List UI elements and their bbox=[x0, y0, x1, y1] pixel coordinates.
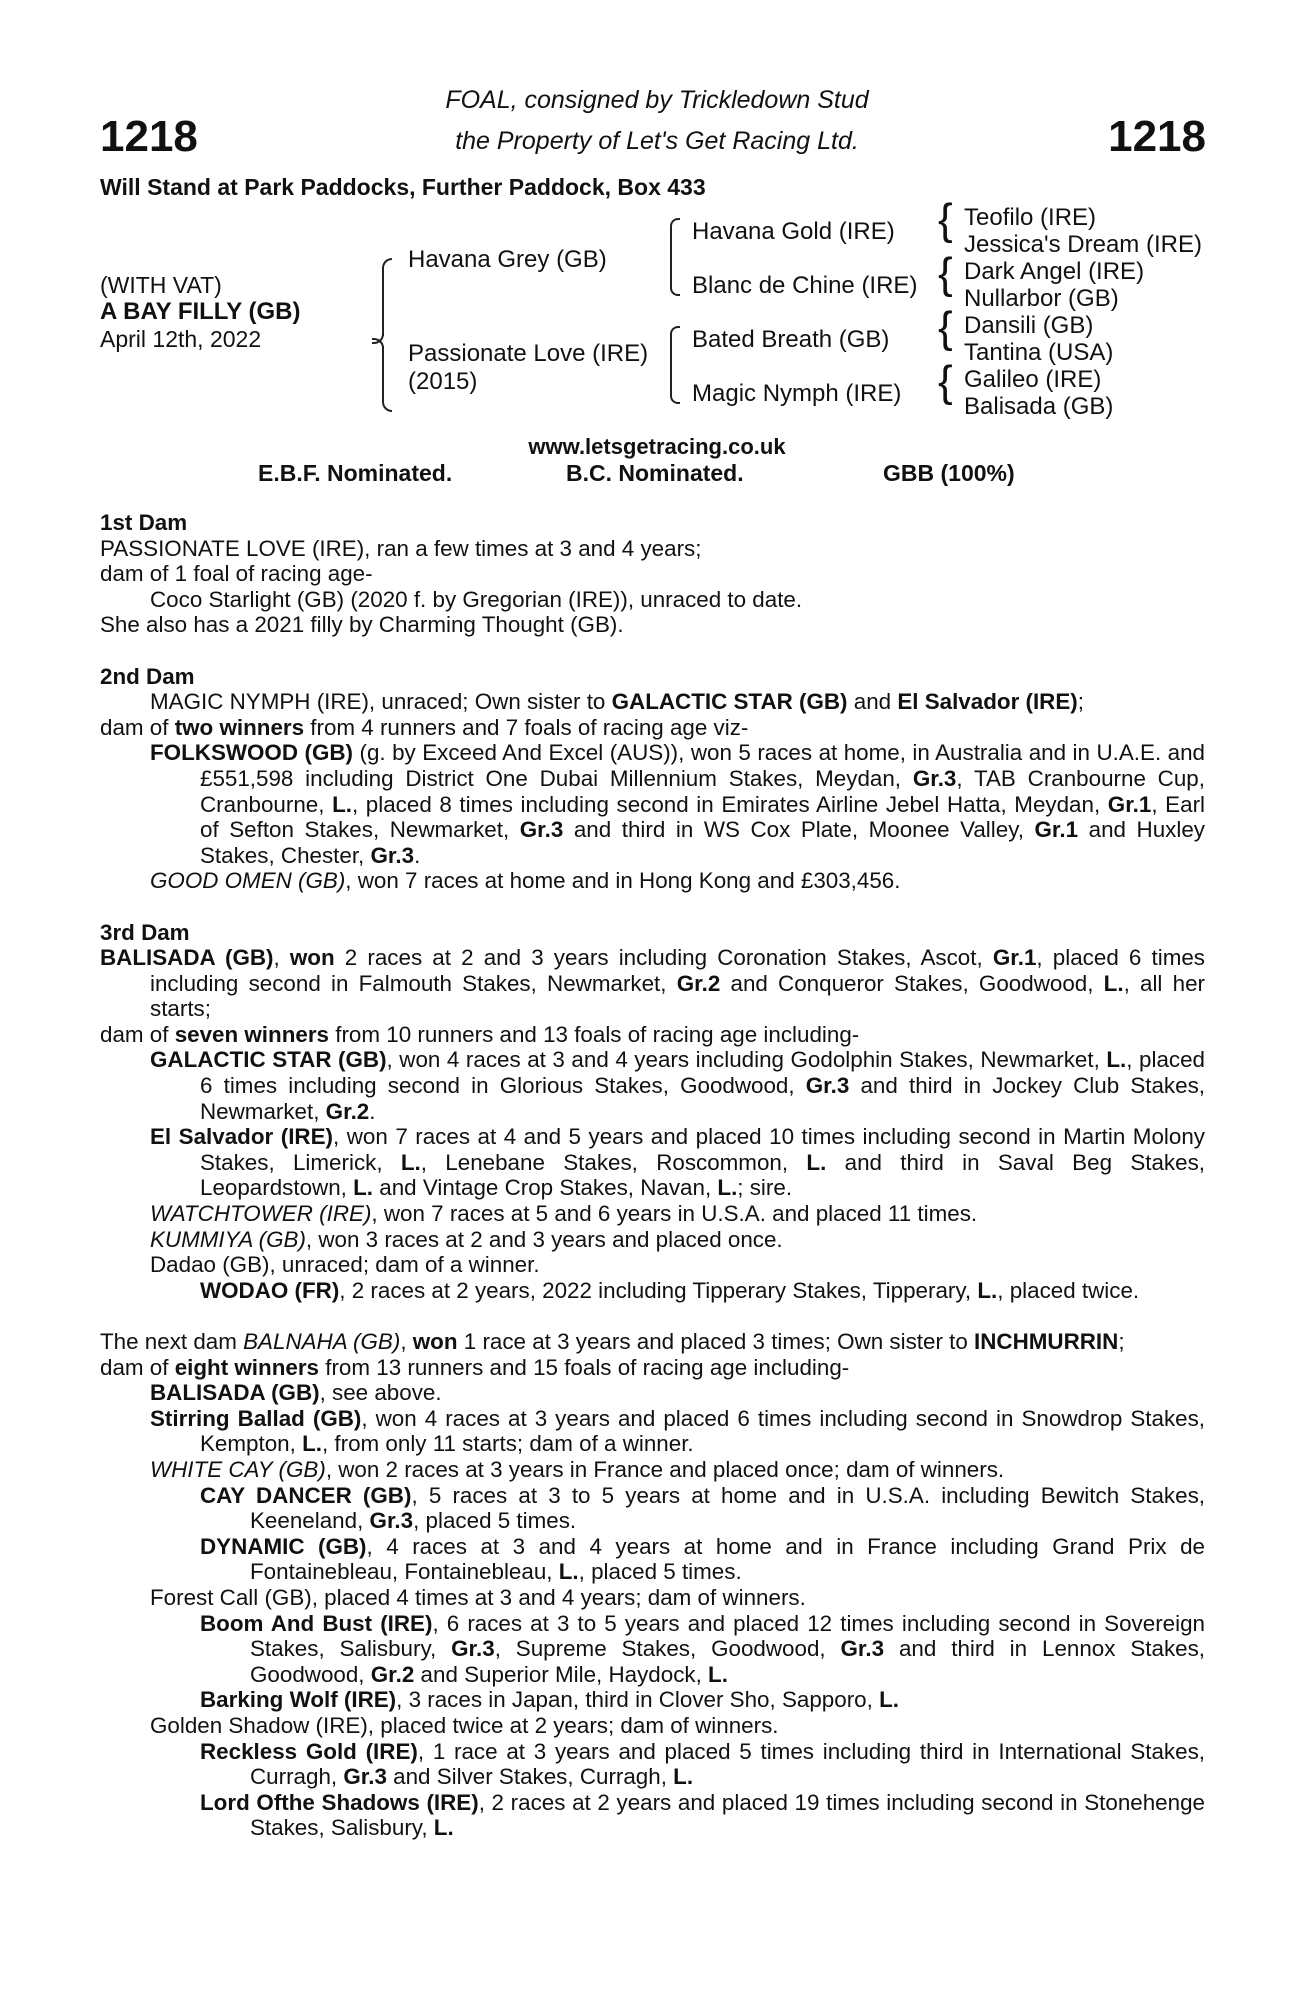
g3-2: Jessica's Dream (IRE) bbox=[964, 231, 1202, 258]
brace-g3-4: { bbox=[938, 357, 953, 406]
property-line: the Property of Let's Get Racing Ltd. bbox=[455, 127, 859, 155]
g3-5: Dansili (GB) bbox=[964, 312, 1094, 339]
third-dam-record: dam of seven winners from 10 runners and 13 foals of racing age including- bbox=[100, 1021, 860, 1047]
sire: Havana Grey (GB) bbox=[408, 246, 607, 273]
produce-folkswood: FOLKSWOOD (GB) (g. by Exceed And Excel (AUS)), won 5 races at home, in Australia and in U.A.E. and £551,598 including District One Dubai Millennium Stakes, Meydan, Gr.3, TAB Cranbourne Cup, Cranbourne, L., placed 8 times including second in Emirates Airline Jebel Hatta, Meydan, Gr.1, Earl of Sefton Stakes, Newmarket, Gr.3 and third in WS Cox Plate, Moonee Valley, Gr.1 and Huxley Stakes, Chester, Gr.3. bbox=[150, 740, 1206, 868]
produce-good-omen: GOOD OMEN (GB), won 7 races at home and in Hong Kong and £303,456. bbox=[150, 868, 901, 894]
brace-sire-top bbox=[670, 218, 680, 256]
g3-1: Teofilo (IRE) bbox=[964, 204, 1097, 231]
g3-7: Galileo (IRE) bbox=[964, 366, 1102, 393]
lot-number-right: 1218 bbox=[1108, 112, 1206, 161]
next-dam-record: dam of eight winners from 13 runners and 15 foals of racing age including- bbox=[100, 1354, 850, 1380]
produce-white-cay: WHITE CAY (GB), won 2 races at 3 years in France and placed once; dam of winners. bbox=[150, 1456, 1005, 1482]
gbb-status: GBB (100%) bbox=[883, 460, 1015, 486]
bc-nomination: B.C. Nominated. bbox=[566, 460, 744, 486]
produce-watchtower: WATCHTOWER (IRE), won 7 races at 5 and 6 years in U.S.A. and placed 11 times. bbox=[150, 1201, 978, 1227]
produce-kummiya: KUMMIYA (GB), won 3 races at 2 and 3 years and placed once. bbox=[150, 1226, 783, 1252]
produce-reckless-gold: Reckless Gold (IRE), 1 race at 3 years and placed 5 times including third in International Stakes, Curragh, Gr.3 and Silver Stakes, Curragh, L. bbox=[200, 1738, 1205, 1790]
brace-sire-bottom bbox=[670, 256, 680, 296]
produce-stirring-ballad: Stirring Ballad (GB), won 4 races at 3 years and placed 6 times including second in Snowdrop Stakes, Kempton, L., from only 11 starts; dam of a winner. bbox=[150, 1405, 1206, 1457]
produce-dadao: Dadao (GB), unraced; dam of a winner. bbox=[150, 1252, 540, 1278]
produce-forest-call: Forest Call (GB), placed 4 times at 3 and 4 years; dam of winners. bbox=[150, 1584, 806, 1610]
foaling-date: April 12th, 2022 bbox=[100, 326, 262, 352]
produce-golden-shadow: Golden Shadow (IRE), placed twice at 2 years; dam of winners. bbox=[150, 1712, 779, 1738]
produce-galactic-star: GALACTIC STAR (GB), won 4 races at 3 and 4 years including Godolphin Stakes, Newmarket, L., placed 6 times including second in Glorious Stakes, Goodwood, Gr.3 and third in Jockey Club Stakes, Newmarket, Gr.2. bbox=[150, 1047, 1205, 1124]
second-dam-heading: 2nd Dam bbox=[100, 663, 195, 689]
produce-el-salvador: El Salvador (IRE), won 7 races at 4 and 5 years and placed 10 times including second in Martin Molony Stakes, Limerick, L., Lenebane Stakes, Roscommon, L. and third in Saval Beg Stakes, Leopardstown, L. and Vintage Crop Stakes, Navan, L.; sire. bbox=[150, 1124, 1206, 1201]
first-dam-note: She also has a 2021 filly by Charming Thought (GB). bbox=[100, 612, 624, 638]
first-dam-foals: dam of 1 foal of racing age- bbox=[100, 561, 373, 587]
sire-sire: Havana Gold (IRE) bbox=[692, 218, 895, 245]
horse-name: A BAY FILLY (GB) bbox=[100, 298, 301, 325]
produce-wodao: WODAO (FR), 2 races at 2 years, 2022 including Tipperary Stakes, Tipperary, L., placed twice. bbox=[200, 1277, 1140, 1303]
brace-g3-2: { bbox=[938, 249, 953, 298]
brace-dam-bottom bbox=[670, 364, 680, 404]
first-dam-line: PASSIONATE LOVE (IRE), ran a few times at 3 and 4 years; bbox=[100, 535, 702, 561]
brace-bottom bbox=[382, 346, 392, 412]
first-dam-heading: 1st Dam bbox=[100, 510, 188, 535]
stand-info: Will Stand at Park Paddocks, Further Paddock, Box 433 bbox=[100, 174, 706, 200]
g3-4: Nullarbor (GB) bbox=[964, 285, 1119, 312]
sire-dam: Blanc de Chine (IRE) bbox=[692, 272, 918, 299]
g3-8: Balisada (GB) bbox=[964, 393, 1114, 420]
second-dam-record: dam of two winners from 4 runners and 7 foals of racing age viz- bbox=[100, 714, 749, 740]
g3-3: Dark Angel (IRE) bbox=[964, 258, 1145, 285]
third-dam-line: BALISADA (GB), won 2 races at 2 and 3 years including Coronation Stakes, Ascot, Gr.1, placed 6 times including second in Falmouth Stakes, Newmarket, Gr.2 and Conqueror Stakes, Goodwood, L., all her starts; bbox=[100, 945, 1205, 1022]
next-dam-line: The next dam BALNAHA (GB), won 1 race at 3 years and placed 3 times; Own sister to INCHMURRIN; bbox=[100, 1329, 1125, 1354]
catalogue-body bbox=[100, 510, 1205, 1841]
brace-g3-3: { bbox=[938, 303, 953, 352]
produce-barking-wolf: Barking Wolf (IRE), 3 races in Japan, third in Clover Sho, Sapporo, L. bbox=[200, 1687, 899, 1713]
vat-label: (WITH VAT) bbox=[100, 272, 222, 298]
brace-top bbox=[382, 258, 392, 336]
brace-dam-top bbox=[670, 326, 680, 364]
third-dam-heading: 3rd Dam bbox=[100, 919, 190, 945]
website: www.letsgetracing.co.uk bbox=[528, 434, 786, 459]
produce-cay-dancer: CAY DANCER (GB), 5 races at 3 to 5 years at home and in U.S.A. including Bewitch Stakes, Keeneland, Gr.3, placed 5 times. bbox=[200, 1482, 1205, 1534]
lot-number-left: 1218 bbox=[100, 112, 198, 161]
produce-lord-ofthe-shadows: Lord Ofthe Shadows (IRE), 2 races at 2 years and placed 19 times including second in Stonehenge Stakes, Salisbury, L. bbox=[200, 1789, 1205, 1841]
brace-g3-1: { bbox=[938, 195, 953, 244]
dam: Passionate Love (IRE) bbox=[408, 340, 649, 367]
dam-dam: Magic Nymph (IRE) bbox=[692, 380, 902, 407]
consignor-line: FOAL, consigned by Trickledown Stud bbox=[445, 86, 869, 114]
ebf-nomination: E.B.F. Nominated. bbox=[258, 460, 453, 486]
g3-6: Tantina (USA) bbox=[964, 339, 1114, 366]
first-dam-produce: Coco Starlight (GB) (2020 f. by Gregorian (IRE)), unraced to date. bbox=[150, 586, 803, 612]
produce-balisada: BALISADA (GB), see above. bbox=[150, 1380, 442, 1406]
dam-year: (2015) bbox=[408, 368, 478, 395]
produce-boom-and-bust: Boom And Bust (IRE), 6 races at 3 to 5 years and placed 12 times including second in Sovereign Stakes, Salisbury, Gr.3, Supreme Stakes, Goodwood, Gr.3 and third in Lennox Stakes, Goodwood, Gr.2 and Superior Mile, Haydock, L. bbox=[200, 1610, 1206, 1687]
second-dam-line: MAGIC NYMPH (IRE), unraced; Own sister to GALACTIC STAR (GB) and El Salvador (IRE); bbox=[150, 689, 1084, 715]
produce-dynamic: DYNAMIC (GB), 4 races at 3 and 4 years at home and in France including Grand Prix de Fontainebleau, Fontainebleau, L., placed 5 times. bbox=[200, 1533, 1205, 1585]
dam-sire: Bated Breath (GB) bbox=[692, 326, 890, 353]
